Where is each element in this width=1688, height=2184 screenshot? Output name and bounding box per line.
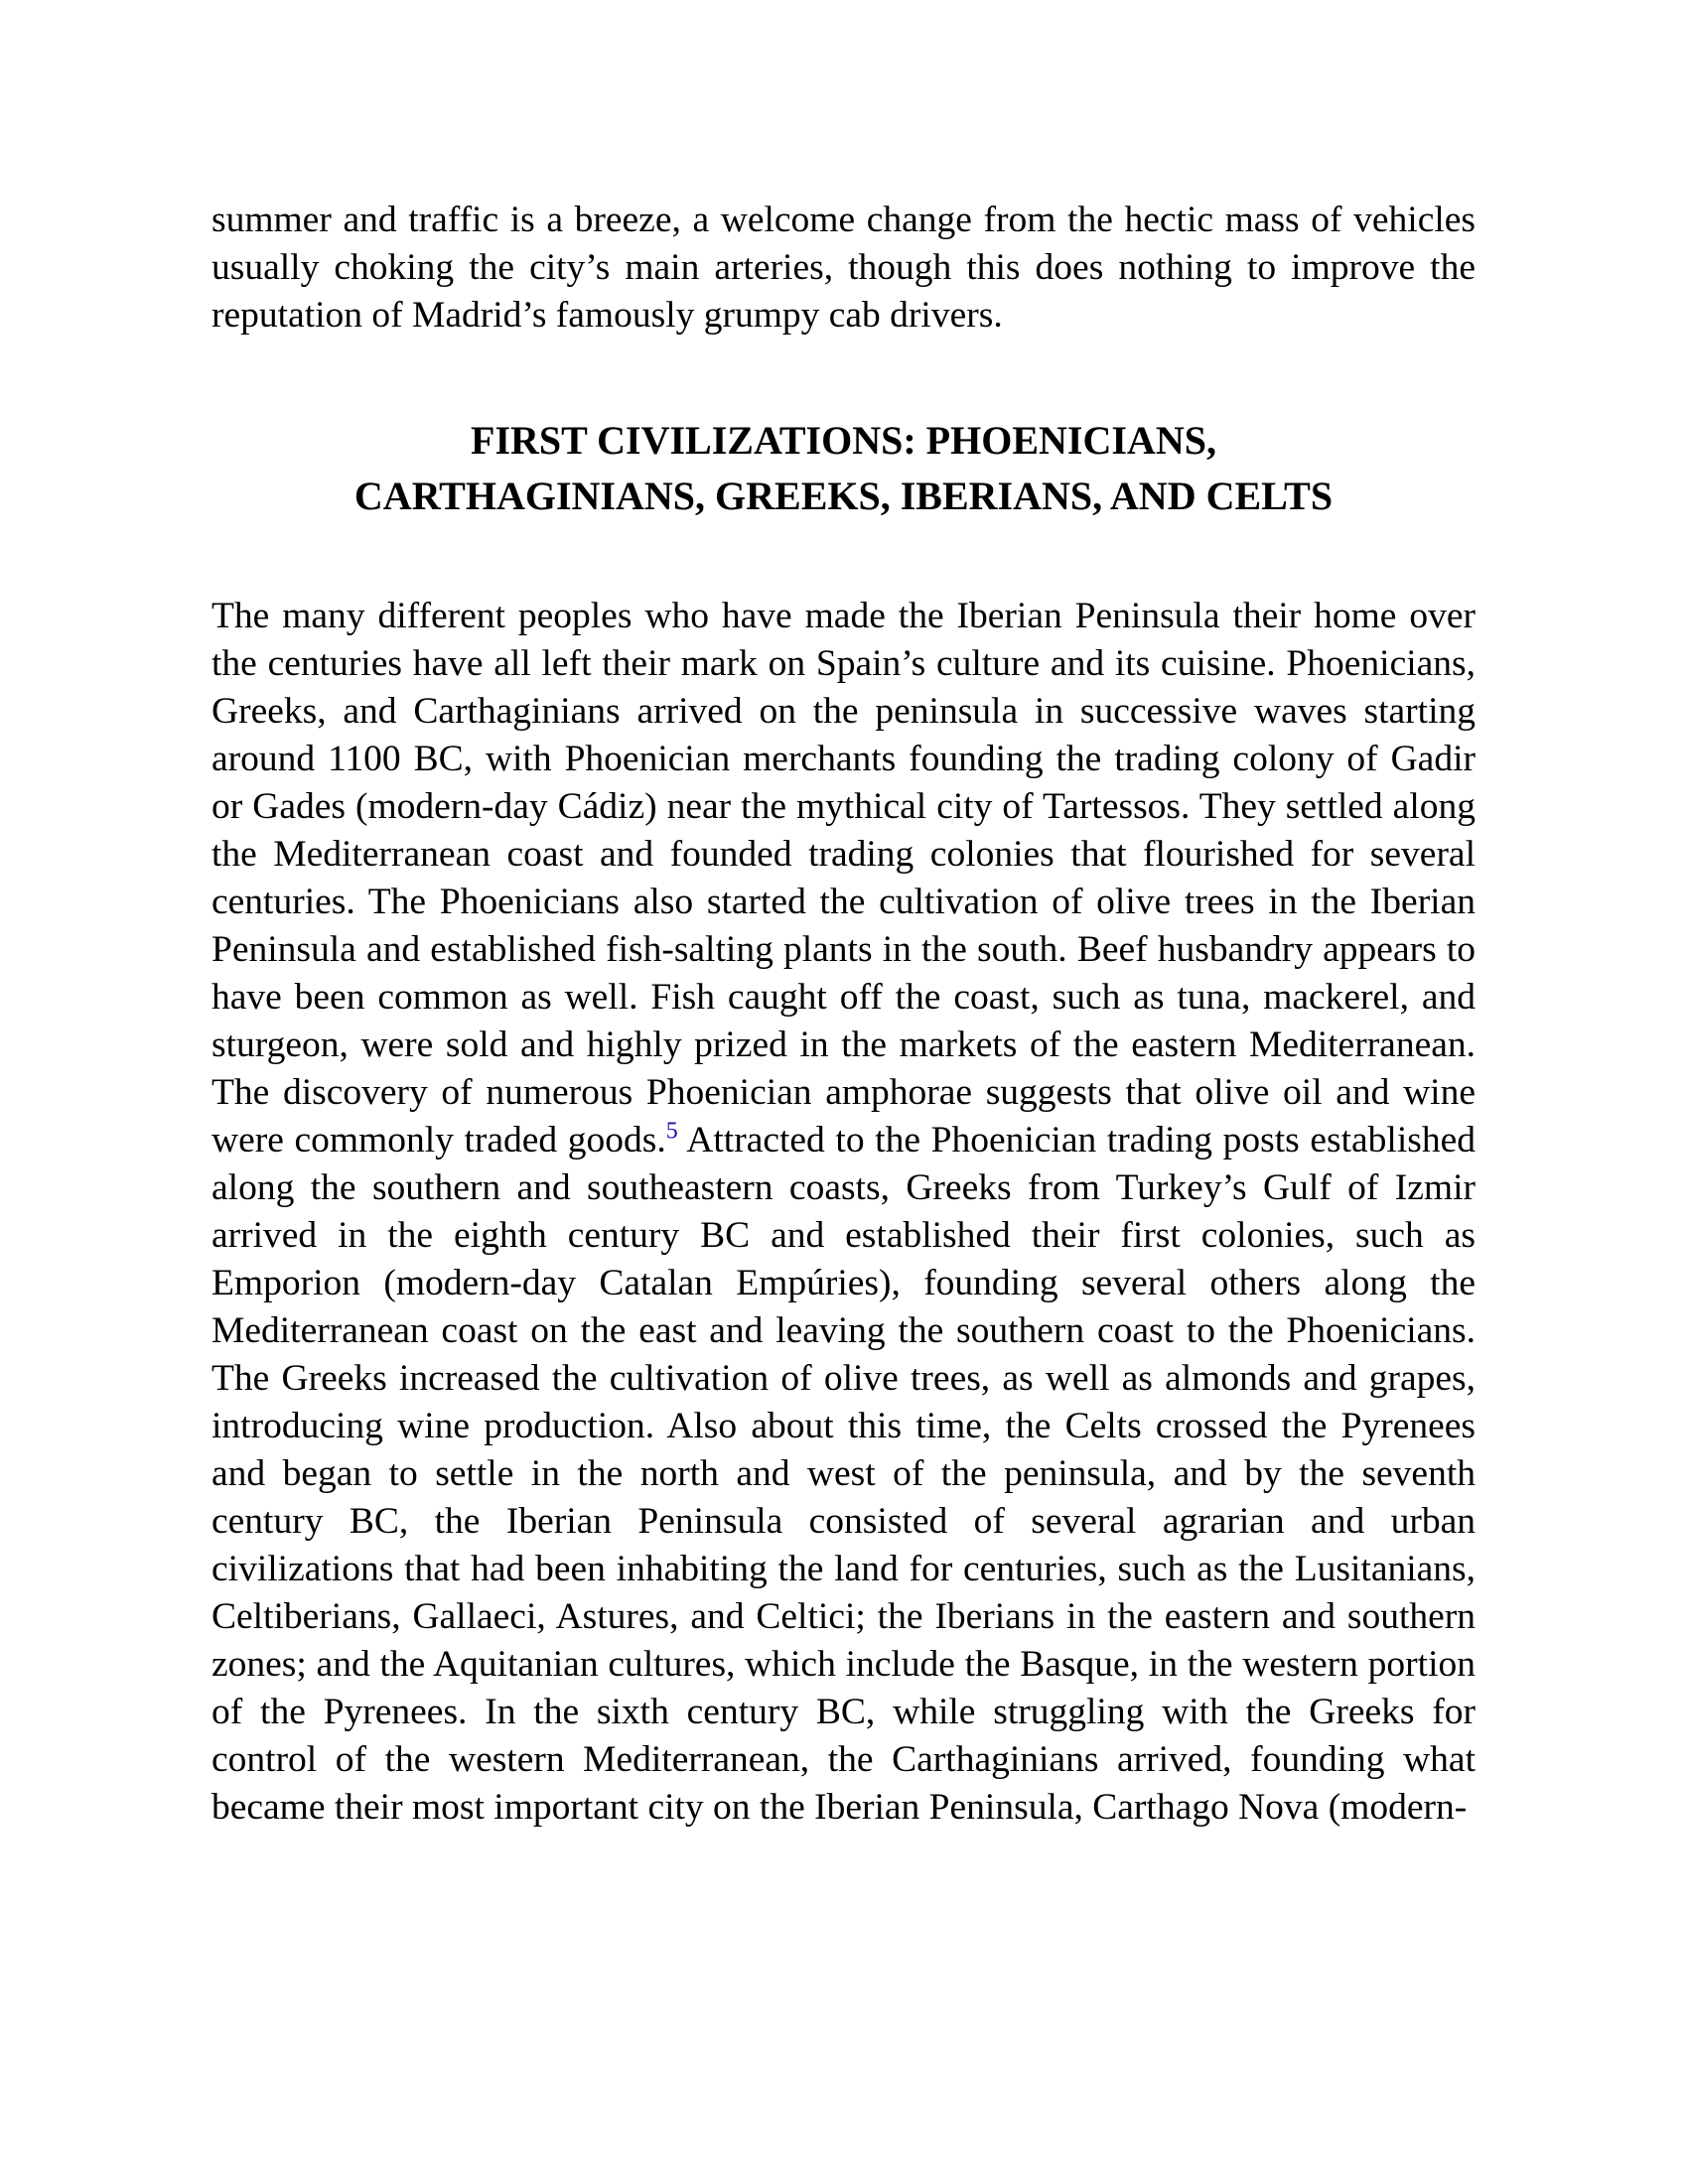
body-paragraph <box>211 593 1476 1832</box>
body-text-part-1: The many different peoples who have made the Iberian Peninsula their home over the centuries have all left their mark on Spain’s culture and its cuisine. Phoenicians, Greeks, and Carthaginians arrived on the peninsula in successive waves starting around 1100 BC, with Phoenician merchants founding the trading colony of Gadir or Gades (modern-day Cádiz) near the mythical city of Tartessos. They settled along the Mediterranean coast and founded trading colonies that flourished for several centuries. The Phoenicians also started the cultivation of olive trees in the Iberian Peninsula and established fish-salting plants in the south. Beef husbandry appears to have been common as well. Fish caught off the coast, such as tuna, mackerel, and sturgeon, were sold and highly prized in the markets of the eastern Mediterranean. The discovery of numerous Phoenician amphorae suggests that olive oil and wine were commonly traded goods. <box>211 596 1476 1160</box>
section-heading <box>211 413 1476 524</box>
body-text-part-2: Attracted to the Phoenician trading posts established along the southern and southeastern coasts, Greeks from Turkey’s Gulf of Izmir arrived in the eighth century BC and established their first colonies, such as Emporion (modern-day Catalan Empúries), founding several others along the Mediterranean coast on the east and leaving the southern coast to the Phoenicians. The Greeks increased the cultivation of olive trees, as well as almonds and grapes, introducing wine production. Also about this time, the Celts crossed the Pyrenees and began to settle in the north and west of the peninsula, and by the seventh century BC, the Iberian Peninsula consisted of several agrarian and urban civilizations that had been inhabiting the land for centuries, such as the Lusitanians, Celtiberians, Gallaeci, Astures, and Celtici; the Iberians in the eastern and southern zones; and the Aquitanian cultures, which include the Basque, in the western portion of the Pyrenees. In the sixth century BC, while struggling with the Greeks for control of the western Mediterranean, the Carthaginians arrived, founding what became their most important city on the Iberian Peninsula, Carthago Nova (modern- <box>211 1120 1477 1828</box>
footnote-link[interactable]: 5 <box>665 1118 678 1145</box>
section-heading-line-2: CARTHAGINIANS, GREEKS, IBERIANS, AND CELTS <box>353 474 1334 518</box>
intro-paragraph: summer and traffic is a breeze, a welcome change from the hectic mass of vehicles usually choking the city’s main arteries, though this does nothing to improve the reputation of Madrid’s famously grumpy cab drivers. <box>211 200 1476 336</box>
section-heading-line-1: FIRST CIVILIZATIONS: PHOENICIANS, <box>471 418 1216 463</box>
